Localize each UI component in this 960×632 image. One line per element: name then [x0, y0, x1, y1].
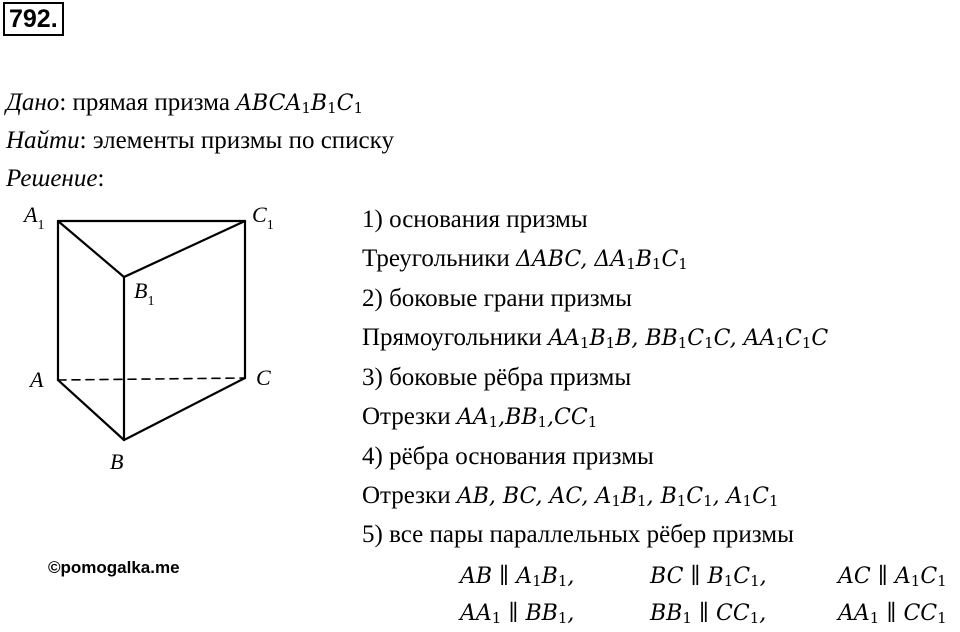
label-a: A [30, 367, 44, 392]
given-line: Дано: прямая призма $ABCA_1B_1C_1$ [6, 89, 364, 117]
item3-answer: Отрезки $AA_1,BB_1,CC_1$ [362, 403, 598, 431]
given-prism: $ABCA_1B_1C_1$ [236, 91, 364, 117]
find-text: элементы призмы по списку [92, 127, 394, 154]
edge-b1-c1 [124, 221, 245, 277]
solution-line: Решение: [6, 165, 105, 192]
edge-a1-b1 [58, 221, 124, 277]
parallel-pair-aa1: $AA_1$ ∥ $BB_1$, [460, 601, 575, 627]
parallel-pair-ac: AC ∥ $A_1C_1$ [838, 564, 947, 590]
given-text: прямая призма [72, 89, 230, 116]
find-label: Найти [6, 127, 80, 154]
label-b1: $B_1$ [134, 278, 155, 309]
item2-title: 2) боковые грани призмы [362, 285, 632, 312]
item3-title: 3) боковые рёбра призмы [362, 364, 632, 391]
label-b: B [110, 449, 124, 474]
find-line: Найти: элементы призмы по списку [6, 127, 394, 154]
label-c1: $C_1$ [252, 202, 274, 233]
item1-answer: Треугольники ΔABC, $\Delta A_1B_1C_1$ [362, 245, 688, 273]
item4-title: 4) рёбра основания призмы [362, 443, 654, 470]
problem-number: 792. [3, 2, 64, 36]
given-label: Дано [6, 89, 60, 116]
parallel-pair-bb1: $BB_1$ ∥ $CC_1$, [650, 601, 767, 627]
parallel-pair-aa1-cc1: $AA_1$ ∥ $CC_1$ [838, 601, 947, 627]
solution-label: Решение [6, 165, 98, 192]
item1-title: 1) основания призмы [362, 206, 588, 233]
label-a1: $A_1$ [24, 202, 45, 233]
item2-answer: Прямоугольники $AA_1B_1B$, $BB_1C_1C$, $AA_1C_1C$ [362, 324, 829, 352]
parallel-pair-bc: BC ∥ $B_1C_1$, [650, 564, 767, 590]
item5-title: 5) все пары параллельных рёбер призмы [362, 521, 794, 548]
edge-b-c [124, 378, 245, 440]
edge-a-b [58, 380, 124, 440]
label-c: C [256, 365, 271, 390]
prism-figure [0, 195, 320, 485]
item4-answer: Отрезки AB, BC, AC, $A_1B_1$, $B_1C_1$, $A_1C_1$ [362, 482, 779, 510]
watermark: ©pomogalka.me [48, 558, 180, 577]
parallel-pair-ab: AB ∥ $A_1B_1$, [460, 564, 575, 590]
edge-a-c-hidden [58, 378, 245, 380]
